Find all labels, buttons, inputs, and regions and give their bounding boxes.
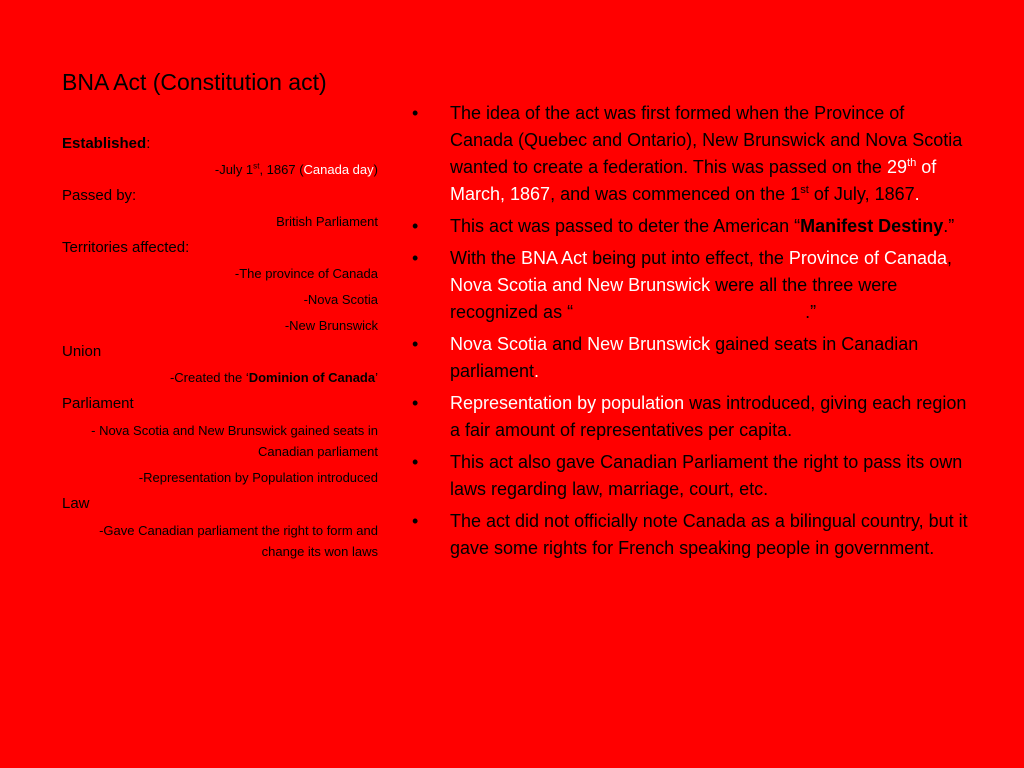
bullet-text: of July, 1867 xyxy=(808,184,915,204)
bullet-item xyxy=(410,390,970,444)
parliament-label: Parliament xyxy=(62,395,134,412)
bullet-text: .” xyxy=(805,302,817,322)
highlight-text: . xyxy=(534,361,540,381)
bullet-item xyxy=(410,100,970,208)
highlight-text: Representation by population xyxy=(450,393,685,413)
highlight-text: of March, 1867 xyxy=(450,157,937,204)
established-date-suffix: ) xyxy=(373,162,378,177)
bullet-item xyxy=(410,331,970,385)
law-label: Law xyxy=(62,495,90,512)
bullet-item xyxy=(410,213,970,240)
established-date-sup: st xyxy=(253,161,260,171)
territory-item: -Nova Scotia xyxy=(303,292,378,307)
territory-item: -The province of Canada xyxy=(234,266,378,281)
highlight-text: and xyxy=(547,275,588,295)
union-detail-suffix: ’ xyxy=(375,370,378,385)
canada-day-highlight: Canada day xyxy=(303,162,374,177)
highlight-text: Province of Canada xyxy=(788,248,948,268)
passed-by-value: British Parliament xyxy=(276,214,378,229)
bullet-list xyxy=(410,100,970,567)
bullet-text: The act did not officially note Canada as a bilingual country, but it gave some rights for French speaking people in government. xyxy=(450,511,968,558)
union-label: Union xyxy=(62,343,102,360)
bullet-marker: • xyxy=(412,248,419,268)
bullet-text: This act was passed to deter the American “ xyxy=(450,216,801,236)
highlight-text: Nova Scotia xyxy=(450,334,548,354)
highlight-text: . xyxy=(914,184,920,204)
highlight-text: 29 xyxy=(886,157,907,177)
bullet-text: were all the three were recognized as “ xyxy=(450,275,898,322)
bullet-marker: • xyxy=(412,334,419,354)
bullet-sup: st xyxy=(800,184,809,196)
parliament-item: - Nova Scotia and New Brunswick gained seats in Canadian parliament xyxy=(91,423,378,459)
bullet-text: being put into effect, the xyxy=(587,248,789,268)
parliament-item: -Representation by Population introduced xyxy=(138,470,378,485)
bullet-marker: • xyxy=(412,103,419,123)
established-label xyxy=(62,134,378,154)
manifest-destiny: Manifest Destiny xyxy=(800,216,944,236)
law-item: -Gave Canadian parliament the right to form and change its won laws xyxy=(99,523,378,559)
bullet-text: With the xyxy=(450,248,522,268)
established-date-prefix: -July 1 xyxy=(214,162,254,177)
union-detail-prefix: -Created the ‘ xyxy=(169,370,249,385)
established-date xyxy=(62,160,378,180)
bullet-item xyxy=(410,449,970,503)
passed-by-label: Passed by: xyxy=(62,187,137,204)
bullet-text: , xyxy=(947,248,953,268)
established-label-text: Established xyxy=(62,135,147,152)
bullet-text: gained seats in Canadian parliament xyxy=(450,334,919,381)
bullet-item xyxy=(410,245,970,326)
highlight-text: New Brunswick xyxy=(587,334,711,354)
left-summary-column xyxy=(62,134,378,568)
bullet-marker: • xyxy=(412,216,419,236)
highlight-sup: th xyxy=(906,157,917,169)
highlight-text: New Brunswick xyxy=(587,275,711,295)
bullet-text: and xyxy=(547,334,588,354)
territories-label: Territories affected: xyxy=(62,239,190,256)
bullet-text: The idea of the act was first formed when the Province of Canada (Quebec and Ontario), New Brunswick and Nova Scotia wanted to create a federation. This was passed on the xyxy=(450,103,963,177)
bullet-marker: • xyxy=(412,511,419,531)
dominion-of-canada: Dominion of Canada xyxy=(248,370,376,385)
bullet-text: This act also gave Canadian Parliament the right to pass its own laws regarding law, marriage, court, etc. xyxy=(450,452,963,499)
union-detail xyxy=(62,368,378,388)
bullet-marker: • xyxy=(412,393,419,413)
established-colon: : xyxy=(146,135,151,152)
bullet-item xyxy=(410,508,970,562)
bullet-text: , and was commenced on the 1 xyxy=(550,184,801,204)
highlight-text: BNA Act xyxy=(521,248,588,268)
highlight-text: Nova Scotia xyxy=(450,275,548,295)
established-date-mid: , 1867 ( xyxy=(259,162,304,177)
bullet-text: was introduced, giving each region a fair amount of representatives per capita. xyxy=(450,393,967,440)
slide-title: BNA Act (Constitution act) xyxy=(62,69,327,95)
territory-item: -New Brunswick xyxy=(284,318,378,333)
bullet-text: .” xyxy=(943,216,955,236)
bullet-marker: • xyxy=(412,452,419,472)
